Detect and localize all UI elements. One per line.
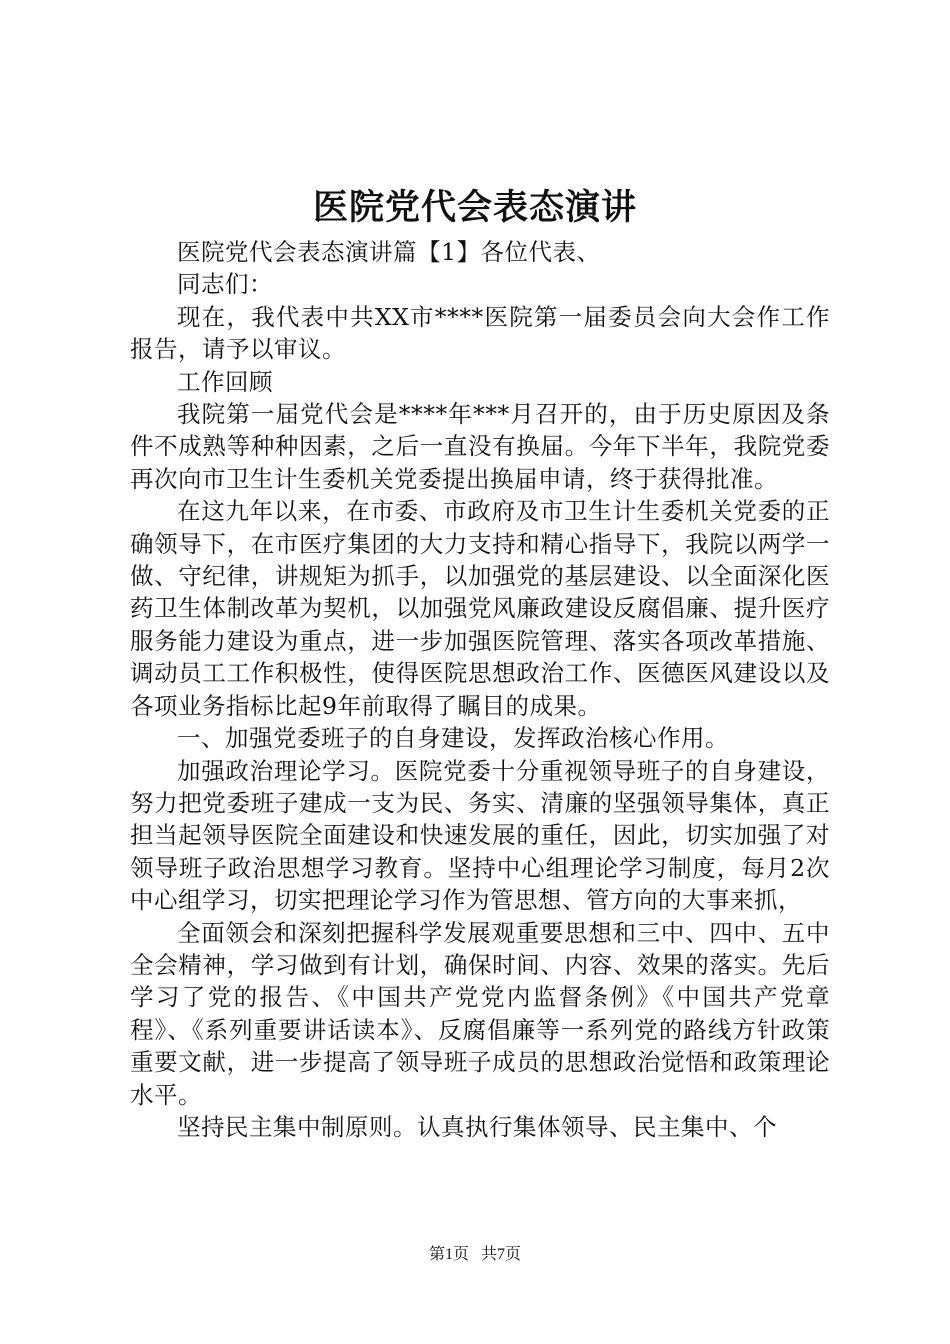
paragraph: 现在，我代表中共XX市****医院第一届委员会向大会作工作报告，请予以审议。 (130, 302, 830, 364)
section-heading: 一、加强党委班子的自身建设，发挥政治核心作用。 (177, 724, 729, 753)
paragraph: 在这九年以来，在市委、市政府及市卫生计生委机关党委的正确领导下，在市医疗集团的大力支持和精心指导下，我院以两学一做、守纪律，讲规矩为抓手，以加强党的基层建设、以全面深化医药卫生体制改革为契机，以加强党风廉政建设反腐倡廉、提升医疗服务能力建设为重点，进一步加强医院管理、落实各项改革措施、调动员工工作积极性，使得医院思想政治工作、医德医风建设以及各项业务指标比起9年前取得了瞩目的成果。 (130, 497, 830, 720)
page-total: 共7页 (481, 1246, 522, 1263)
paragraph: 同志们： (177, 270, 273, 299)
paragraph: 全面领会和深刻把握科学发展观重要思想和三中、四中、五中全会精神，学习做到有计划，确保时间、内容、效果的落实。先后学习了党的报告、《中国共产党党内监督条例》《中国共产党章程》、《系列重要讲话读本》、反腐倡廉等一系列党的路线方针政策重要文献，进一步提高了领导班子成员的思想政治觉悟和政策理论水平。 (130, 918, 830, 1109)
section-heading: 工作回顾 (177, 367, 273, 396)
paragraph: 加强政治理论学习。医院党委十分重视领导班子的自身建设，努力把党委班子建成一支为民、务实、清廉的坚强领导集体，真正担当起领导医院全面建设和快速发展的重任，因此，切实加强了对领导班子政治思想学习教育。坚持中心组理论学习制度，每月2次中心组学习，切实把理论学习作为管思想、管方向的大事来抓， (130, 756, 830, 915)
document-body (130, 236, 830, 1143)
page-footer (0, 1244, 950, 1266)
paragraph: 我院第一届党代会是****年***月召开的，由于历史原因及条件不成熟等种种因素，之后一直没有换届。今年下半年，我院党委再次向市卫生计生委机关党委提出换届申请，终于获得批准。 (130, 400, 830, 493)
document-title: 医院党代会表态演讲 (312, 187, 637, 228)
paragraph: 医院党代会表态演讲篇【1】各位代表、 (177, 238, 601, 266)
page-number: 第1页 (428, 1246, 469, 1263)
paragraph: 坚持民主集中制原则。认真执行集体领导、民主集中、个 (177, 1112, 777, 1141)
